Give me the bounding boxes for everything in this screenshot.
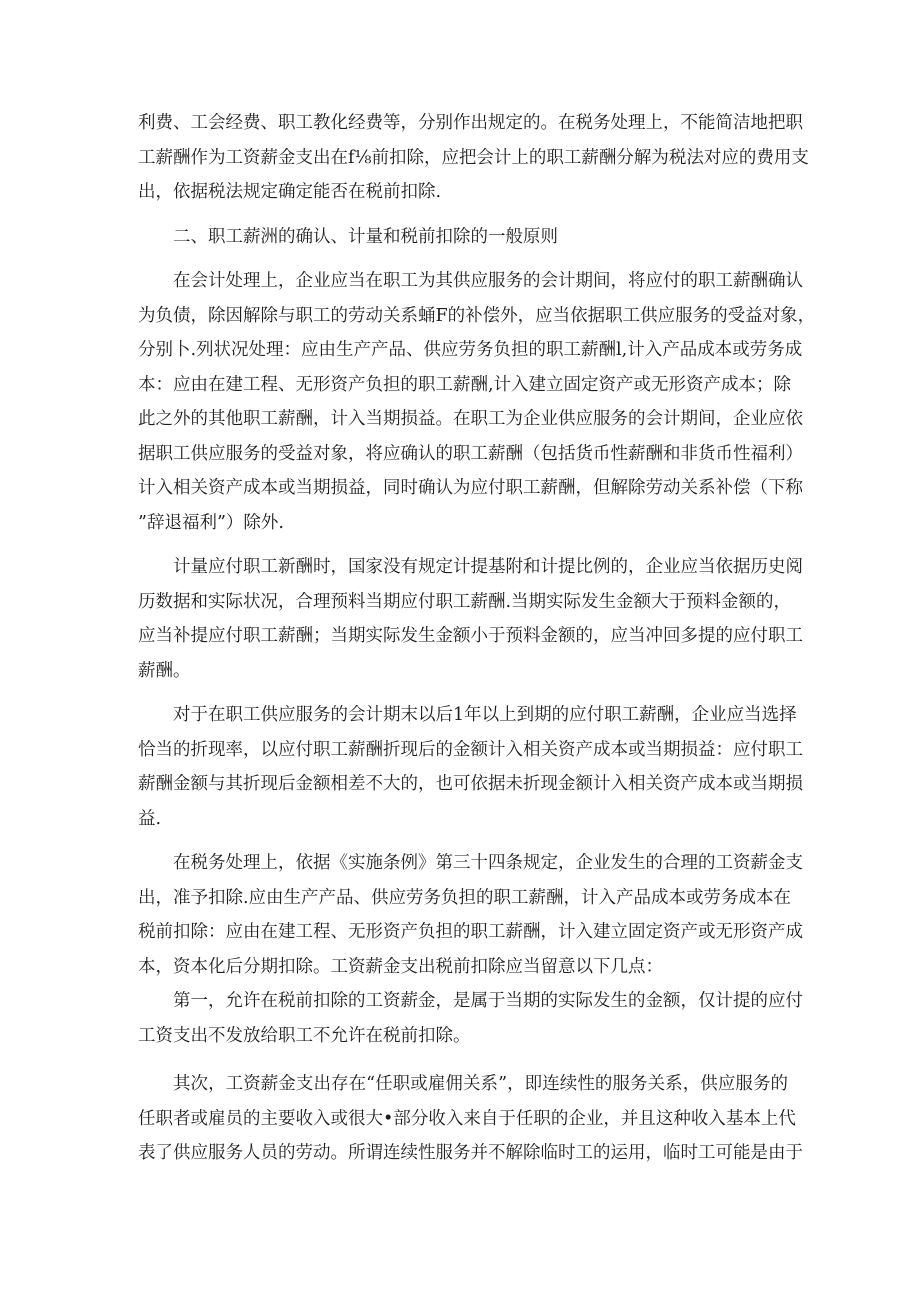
text-line: 益. <box>138 808 162 829</box>
text-line: 利费、工会经费、职工教化经费等，分别作出规定的。在税务处理上，不能简洁地把职 <box>138 113 803 133</box>
section-heading: 二、职工薪洲的确认、计量和税前扣除的一般原则 <box>173 226 558 247</box>
text-line: 对于在职工供应服务的会计期末以后1年以上到期的应付职工薪酬，企业应当选择 <box>173 705 797 725</box>
text-line: 任职者或雇员的主要收入或很大•部分收入来自于任职的企业，并且这种收入基本上代 <box>138 1108 796 1129</box>
text-line: 在会计处理上，企业应当在职工为其供应服务的会计期间，将应付的职工薪酬确认 <box>173 271 803 291</box>
text-line: 其次，工资薪金支出存在“任职或雇佣关系”，即连续性的服务关系，供应服务的 <box>173 1074 788 1094</box>
text-line: 税前扣除：应由在建工程、无形资产负担的职工薪酬，计入建立固定资产或无形资产成 <box>138 922 803 942</box>
document-body <box>138 106 816 1171</box>
text-line: 此之外的其他职工薪酬，计入当期损益。在职工为企业供应服务的会计期间，企业应依 <box>138 409 803 429</box>
text-line: 工资支出不发放给职工不允许在税前扣除。 <box>138 1025 471 1046</box>
paragraph-5 <box>138 698 803 836</box>
text-line: 恰当的折现率，以应付职工薪酬折现后的金额计入相关资产成本或当期损益：应付职工 <box>138 739 803 760</box>
paragraph-8 <box>138 1067 803 1171</box>
text-line: 表了供应服务人员的劳动。所谓连续性服务并不解除临时工的运用，临时工可能是由于 <box>138 1143 803 1163</box>
text-line: 在税务处理上，依据《实施条例》第三十四条规定，企业发生的合理的工资薪金支 <box>173 853 803 873</box>
paragraph-3 <box>138 264 816 540</box>
text-line: 历数据和实际状况，合理预料当期应付职工薪酬.当期实际发生金额大于预料金额的， <box>138 591 792 612</box>
text-line: 薪酬。 <box>138 660 191 681</box>
text-line: 薪酬金额与其折现后金额相差不大的，也可依据未折现金额计入相关资产成本或当期损 <box>138 774 803 794</box>
text-line: 为负债，除因解除与职工的劳动关系蛹F的补偿外，应当依据职工供应服务的受益对象， <box>138 305 816 326</box>
text-line: 第一，允许在税前扣除的工资薪金，是属于当期的实际发生的金额，仅计提的应付 <box>173 991 803 1011</box>
text-line: 应当补提应付职工薪酬；当期实际发生金额小于预料金额的，应当冲回多提的应付职工 <box>138 626 803 646</box>
text-line: 据职工供应服务的受益对象，将应确认的职工薪酬（包括货币性薪酬和非货币性福利） <box>138 443 803 464</box>
text-line: 本：应由在建工程、无形资产负担的职工薪酬,计入建立固定资产或无形资产成本；除 <box>138 374 792 395</box>
text-line: 工薪酬作为工资薪金支出在f⅛前扣除，应把会计上的职工薪酬分解为税法对应的费用支 <box>138 147 809 168</box>
text-line: 计入相关资产成本或当期损益，同时确认为应付职工薪酬，但解除劳动关系补偿（下称 <box>138 478 803 498</box>
paragraph-6 <box>138 846 803 984</box>
text-line: 分别卜.列状况处理：应由生产产品、供应劳务负担的职工薪酬l,计入产品成本或劳务成 <box>138 340 803 360</box>
text-line: 出，准予扣除.应由生产产品、供应劳务负担的职工薪酬，计入产品成本或劳务成本在 <box>138 887 792 908</box>
text-line: 计量应付职工新酬时，国家没有规定计提基附和计提比例的，企业应当依据历史阅 <box>173 557 803 577</box>
paragraph-4 <box>138 550 803 688</box>
text-line: 本，资本化后分期扣除。工资薪金支出税前扣除应当留意以下几点： <box>138 956 663 977</box>
text-line: 出，依据税法规定确定能否在税前扣除. <box>138 182 442 202</box>
text-line: ”辞退福利”）除外. <box>138 512 284 533</box>
paragraph-1 <box>138 106 809 210</box>
paragraph-7 <box>138 984 803 1053</box>
